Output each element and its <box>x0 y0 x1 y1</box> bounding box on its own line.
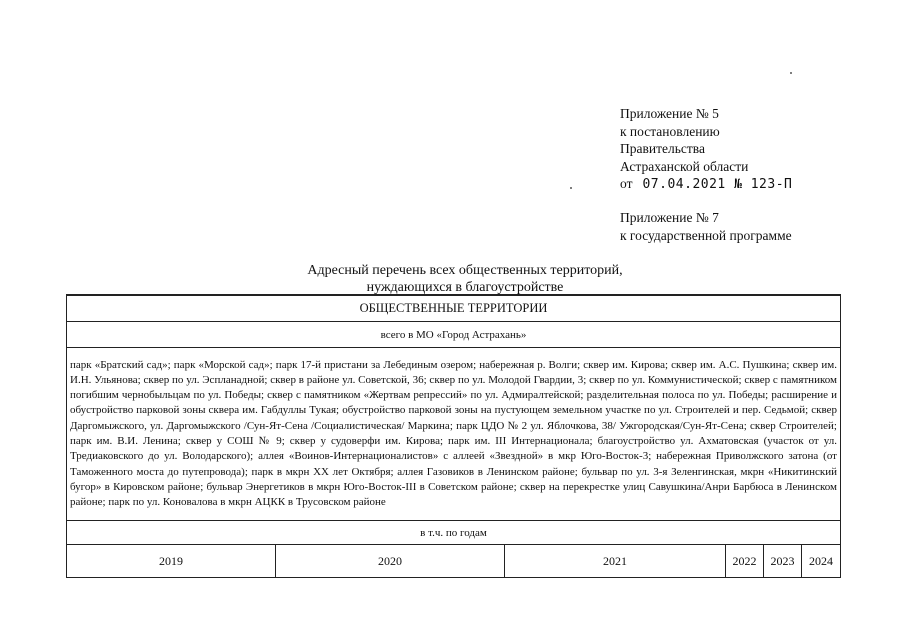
document-title-line-2: нуждающихся в благоустройстве <box>366 280 564 295</box>
appendix-7-block <box>620 209 792 244</box>
appendix-5-block <box>620 105 792 194</box>
appendix-5-line-4: Астраханской области <box>620 158 749 174</box>
appendix-7-title: Приложение № 7 <box>620 210 719 225</box>
table-header: ОБЩЕСТВЕННЫЕ ТЕРРИТОРИИ <box>67 296 841 322</box>
year-cell-2021: 2021 <box>505 545 726 578</box>
territories-table <box>66 294 841 578</box>
year-cell-2023: 2023 <box>764 545 802 578</box>
scan-speck <box>790 72 792 74</box>
year-cell-2020: 2020 <box>276 545 505 578</box>
appendix-5-line-2: к постановлению <box>620 123 720 139</box>
year-cell-2024: 2024 <box>802 545 841 578</box>
territories-list: парк «Братский сад»; парк «Морской сад»; парк 17-й пристани за Лебединым озером; набережная р. Волги; сквер им. Кирова; сквер им. А.С. Пушкина; сквер им. И.Н. Ульянова; сквер по ул. Эспланадной; сквер в районе ул. Советской, 36; сквер по ул. Молодой Гвардии, 3; сквер по ул. Коммунистической; сквер с памятником погибшим чернобыльцам по ул. Победы; сквер с памятником «Жертвам репрессий» по ул. Адмиралтейской; разделительная полоса по ул. Победы; расширение и обустройство парковой зоны сквера им. Габдуллы Тукая; обустройство парковой зоны на пустующем земельном участке по ул. Строителей и пер. Седьмой; сквер Даргомыжского, ул. Даргомыжского /Сун-Ят-Сена /Социалистическая/ Маркина; парк ЦДО № 2 ул. Яблочкова, 38/ Ужгородская/Сун-Ят-Сена; сквер Строителей; парк им. В.И. Ленина; сквер у СОШ № 9; сквер у судоверфи им. Кирова; парк им. III Интернационала; благоустройство ул. Ахматовская (участок от ул. Тредиаковского до ул. Володарского); аллея «Воинов-Интернационалистов» с аллеей «Звездной» в мкр Юго-Восток-3; набережная Приволжского затона (от Таможенного моста до путепровода); парк в мкрн XX лет Октября; аллея Газовиков в Ленинском районе; бульвар по ул. 3-я Зеленгинская, мкрн «Никитинский бугор» в Кировском районе; бульвар Энергетиков в мкрн Юго-Восток-III в Советском районе; сквер на перекрестке улиц Савушкина/Анри Барбюса в Ленинском районе; парк по ул. Коновалова в мкрн АЦКК в Трусовском районе <box>67 348 841 521</box>
scan-speck <box>570 187 572 189</box>
year-cell-2019: 2019 <box>67 545 276 578</box>
appendix-5-line-3: Правительства <box>620 141 705 156</box>
appendix-5-date-line <box>620 175 792 194</box>
date-prefix: от <box>620 176 633 191</box>
appendix-7-line-2: к государственной программе <box>620 227 792 243</box>
document-title-line-1: Адресный перечень всех общественных территорий, <box>307 263 623 278</box>
date-stamp: 07.04.2021 № 123-П <box>642 177 793 192</box>
year-cell-2022: 2022 <box>726 545 764 578</box>
table-subheader: всего в МО «Город Астрахань» <box>67 322 841 348</box>
per-year-label: в т.ч. по годам <box>67 521 841 545</box>
document-title <box>180 262 750 296</box>
appendix-5-title: Приложение № 5 <box>620 106 719 121</box>
